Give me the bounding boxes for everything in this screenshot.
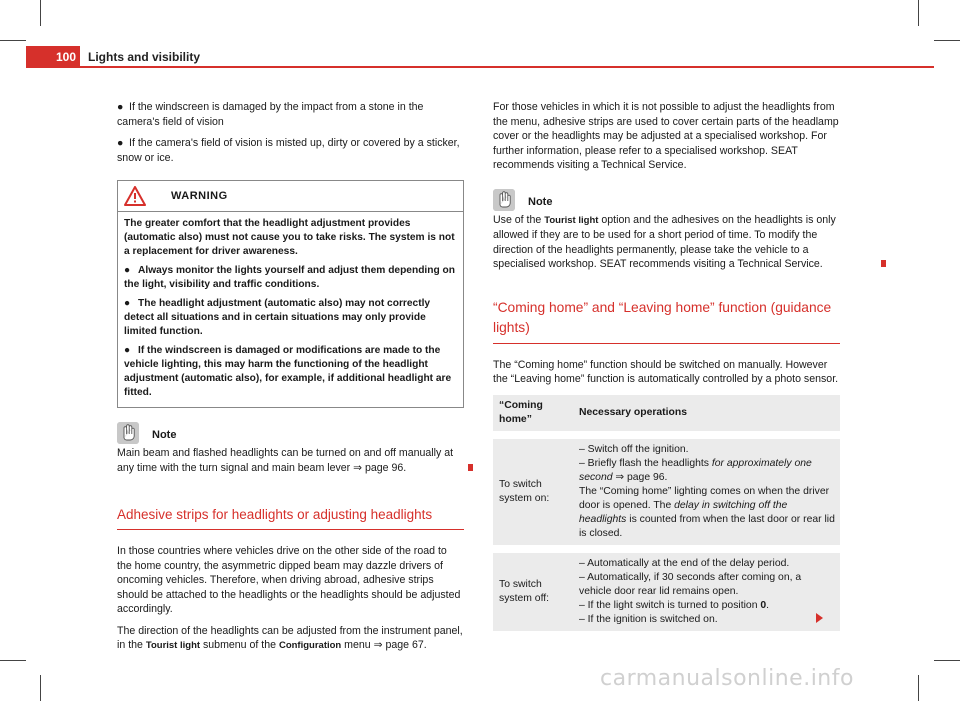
warning-body — [118, 212, 463, 407]
table-row — [493, 553, 840, 631]
crop-mark — [934, 660, 960, 661]
note-label: Note — [152, 429, 177, 441]
warning-title: WARNING — [171, 190, 228, 202]
page-title: Lights and visibility — [88, 50, 201, 64]
crop-mark — [918, 0, 919, 26]
crop-mark — [0, 40, 26, 41]
section-heading: “Coming home” and “Leaving home” function (guidance lights) — [493, 298, 840, 344]
note-text: Use of the Tourist light option and the adhesives on the headlights is only allowed if they are to be used for a short period of time. To modify the direction of the headlights permanently, please take the vehicle to a specialised workshop. SEAT recommends visiting a Technical Service. — [493, 213, 840, 272]
paragraph: In those countries where vehicles drive on the other side of the road to the home country, the asymmetric dipped beam may dazzle drivers of oncoming vehicles. Therefore, when driving abroad, adhesive strips should be attached to the headlights or the headlights should be adjusted accordingly. — [117, 545, 461, 615]
note-icon — [493, 189, 515, 211]
warning-triangle-icon — [124, 186, 146, 206]
page-header — [26, 46, 934, 68]
table-cell-label: To switch system off: — [493, 553, 575, 631]
table-cell: – Switch off the ignition. – Briefly flash the headlights for approximately one second ⇒ page 96. The “Coming home” lighting comes on when the driver door is opened. The delay in switching off the headlights is counted from when the last door or rear lid is closed. — [575, 439, 840, 545]
warning-item: ● Always monitor the lights yourself and adjust them depending on the light, visibility and traffic conditions. — [124, 265, 455, 290]
right-column — [493, 100, 840, 631]
warning-box — [117, 180, 464, 408]
table-cell: – Automatically at the end of the delay period. – Automatically, if 30 seconds after coming on, a vehicle door rear lid remains open. – If the light switch is turned to position 0. – If the ignition is switched on. — [575, 553, 840, 631]
note-label: Note — [528, 195, 553, 208]
note-header — [117, 422, 464, 446]
section-heading: Adhesive strips for headlights or adjusting headlights — [117, 505, 464, 530]
table-header: “Coming home” — [493, 395, 575, 431]
crop-mark — [934, 40, 960, 41]
menu-keyword: Configuration — [278, 640, 342, 651]
header-rule — [80, 66, 934, 68]
end-marker-icon — [881, 260, 886, 267]
table-header: Necessary operations — [575, 395, 840, 431]
note-icon — [117, 422, 139, 444]
warning-intro: The greater comfort that the headlight adjustment provides (automatic also) must not cause you to take risks. The system is not a replacement for driver awareness. — [124, 218, 455, 257]
note-text: Main beam and flashed headlights can be turned on and off manually at any time with the turn signal and main beam lever ⇒ page 96. — [117, 446, 464, 475]
warning-header — [118, 181, 463, 212]
watermark: carmanualsonline.info — [600, 666, 854, 691]
paragraph: The “Coming home” function should be switched on manually. However the “Leaving home” function is automatically controlled by a photo sensor. — [493, 358, 839, 385]
paragraph: The direction of the headlights can be adjusted from the instrument panel, in the Tourist light submenu of the Configuration menu ⇒ page 67. — [117, 624, 463, 651]
continue-arrow-icon — [816, 613, 823, 623]
crop-mark — [40, 0, 41, 26]
menu-keyword: Tourist light — [145, 640, 201, 651]
left-column — [117, 100, 464, 661]
crop-mark — [918, 675, 919, 701]
table-cell-label: To switch system on: — [493, 439, 575, 545]
paragraph: For those vehicles in which it is not possible to adjust the headlights from the menu, adhesive strips are used to cover certain parts of the headlamp cover or the headlights may be adjusted at a specialised workshop. For further information, please refer to a specialised workshop. SEAT recommends visiting a Technical Service. — [493, 101, 839, 171]
crop-mark — [0, 660, 26, 661]
menu-keyword: Tourist light — [544, 214, 599, 226]
bullet-text: If the camera's field of vision is misted up, dirty or covered by a sticker, snow or ice. — [117, 137, 460, 164]
crop-mark — [40, 675, 41, 701]
list-item: ● If the camera's field of vision is misted up, dirty or covered by a sticker, snow or ice. — [117, 137, 460, 164]
warning-item: ● The headlight adjustment (automatic also) may not correctly detect all situations and in certain situations may only provide limited function. — [124, 298, 431, 337]
end-marker-icon — [468, 464, 473, 471]
warning-item: ● If the windscreen is damaged or modifications are made to the vehicle lighting, this may harm the functioning of the headlight adjustment (automatic also), for example, if additional headlight are fitted. — [124, 345, 452, 398]
table-row — [493, 439, 840, 545]
operations-table — [493, 395, 840, 631]
note-header — [493, 189, 840, 213]
page-number: 100 — [26, 46, 80, 68]
list-item: ● If the windscreen is damaged by the impact from a stone in the camera's field of vision — [117, 101, 424, 128]
bullet-text: If the windscreen is damaged by the impact from a stone in the camera's field of vision — [117, 101, 424, 128]
table-header-row — [493, 395, 840, 431]
